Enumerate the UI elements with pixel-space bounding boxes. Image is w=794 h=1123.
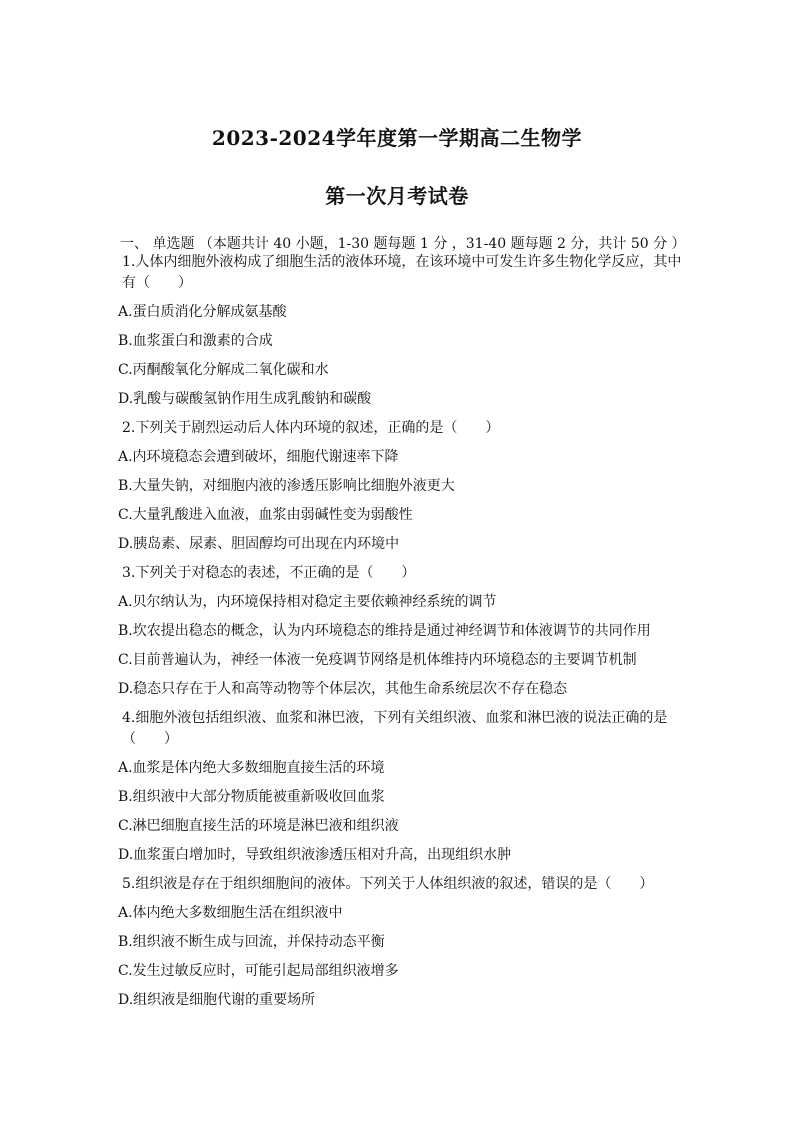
option-b: B.血浆蛋白和激素的合成 <box>118 333 273 349</box>
option-b: B.组织液中大部分物质能被重新吸收回血浆 <box>118 789 385 805</box>
option-c: C.发生过敏反应时，可能引起局部组织液增多 <box>118 963 399 979</box>
option-a: A.内环境稳态会遭到破坏，细胞代谢速率下降 <box>118 449 399 465</box>
option-a: A.贝尔纳认为，内环境保持相对稳定主要依赖神经系统的调节 <box>118 594 497 610</box>
exam-title: 2023-2024学年度第一学期高二生物学 <box>211 126 583 150</box>
option-d: D.乳酸与碳酸氢钠作用生成乳酸钠和碳酸 <box>118 391 372 407</box>
option-d: D.组织液是细胞代谢的重要场所 <box>118 992 316 1008</box>
option-c: C.目前普遍认为，神经一体液一免疫调节网络是机体维持内环境稳态的主要调节机制 <box>118 652 637 668</box>
option-c: C.淋巴细胞直接生活的环境是淋巴液和组织液 <box>118 818 399 834</box>
question-2 <box>118 418 684 554</box>
option-b: B.坎农提出稳态的概念，认为内环境稳态的维持是通过神经调节和体液调节的共同作用 <box>118 623 651 639</box>
option-b: B.组织液不断生成与回流，并保持动态平衡 <box>118 934 385 950</box>
question-stem: 1.人体内细胞外液构成了细胞生活的液体环境，在该环境中可发生许多生物化学反应，其中有（ ） <box>122 254 682 291</box>
option-c: C.丙酮酸氧化分解成二氧化碳和水 <box>118 362 329 378</box>
question-list <box>118 252 684 1019</box>
question-stem: 3.下列关于对稳态的表述，不正确的是（ ） <box>122 565 416 581</box>
question-4 <box>118 708 684 865</box>
option-d: D.稳态只存在于人和高等动物等个体层次，其他生命系统层次不存在稳态 <box>118 681 568 697</box>
question-5 <box>118 874 684 1010</box>
question-3 <box>118 563 684 699</box>
option-c: C.大量乳酸进入血液，血浆由弱碱性变为弱酸性 <box>118 507 413 523</box>
option-d: D.血浆蛋白增加时，导致组织液渗透压相对升高，出现组织水肿 <box>118 847 512 863</box>
option-a: A.体内绝大多数细胞生活在组织液中 <box>118 905 343 921</box>
option-a: A.蛋白质消化分解成氨基酸 <box>118 304 287 320</box>
question-1 <box>118 252 684 409</box>
question-stem: 5.组织液是存在于组织细胞间的液体。下列关于人体组织液的叙述，错误的是（ ） <box>122 876 654 892</box>
question-stem: 2.下列关于剧烈运动后人体内环境的叙述，正确的是（ ） <box>122 420 500 436</box>
option-b: B.大量失钠，对细胞内液的渗透压影响比细胞外液更大 <box>118 478 455 494</box>
exam-subtitle: 第一次月考试卷 <box>325 184 469 208</box>
question-stem: 4.细胞外液包括组织液、血浆和淋巴液，下列有关组织液、血浆和淋巴液的说法正确的是（ ） <box>122 710 668 747</box>
option-a: A.血浆是体内绝大多数细胞直接生活的环境 <box>118 760 385 776</box>
option-d: D.胰岛素、尿素、胆固醇均可出现在内环境中 <box>118 536 400 552</box>
section-header: 一、 单选题 （本题共计 40 小题，1-30 题每题 1 分 ，31-40 题每题 2 分，共计 50 分 ） <box>120 236 686 252</box>
